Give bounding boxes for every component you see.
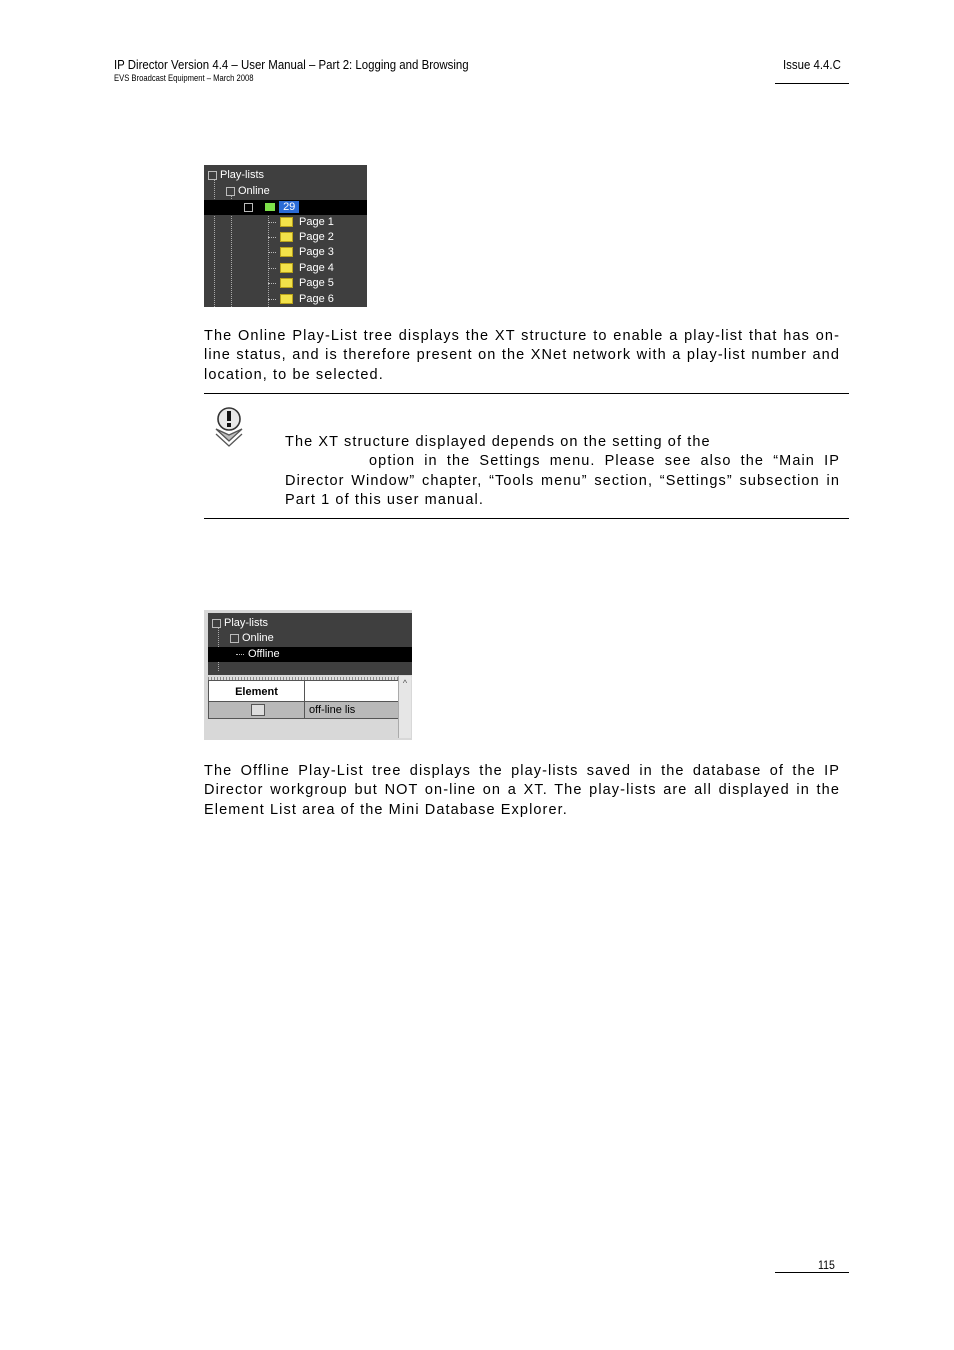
element-cell: off-line lis bbox=[309, 704, 356, 716]
tree-page-item[interactable]: Page 5 bbox=[268, 276, 334, 291]
document-title: IP Director Version 4.4 – User Manual – Part 2: Logging and Browsing bbox=[114, 57, 469, 72]
tree-page-item[interactable]: Page 3 bbox=[268, 245, 334, 260]
tree-page-item[interactable]: Page 1 bbox=[268, 215, 334, 230]
element-list-row[interactable] bbox=[208, 701, 400, 719]
note-bottom-rule bbox=[204, 518, 849, 519]
playlist-icon bbox=[251, 704, 265, 716]
folder-icon bbox=[280, 247, 293, 257]
expand-icon[interactable] bbox=[230, 634, 239, 643]
online-description: The Online Play-List tree displays the XT structure to enable a play-list that has on-line status, and is therefore present on the XNet network with a play-list number and location, to be selected. bbox=[204, 328, 840, 383]
warning-icon bbox=[212, 405, 246, 452]
tree-root[interactable] bbox=[208, 168, 264, 183]
column-header-element[interactable]: Element bbox=[209, 681, 305, 703]
offline-description: The Offline Play-List tree displays the play-lists saved in the database of the IP Director workgroup but NOT on-line on a XT. The play-lists are all displayed in the Element List area of the Mini Database Explorer. bbox=[204, 763, 840, 818]
tree-online[interactable]: Online bbox=[230, 631, 274, 646]
folder-icon bbox=[280, 294, 293, 304]
footer-rule bbox=[775, 1272, 849, 1273]
document-subtitle: EVS Broadcast Equipment – March 2008 bbox=[114, 73, 254, 83]
scrollbar[interactable] bbox=[398, 676, 411, 738]
tree-panel bbox=[208, 613, 412, 675]
note-text bbox=[285, 433, 840, 510]
tree-page-item[interactable]: Page 6 bbox=[268, 292, 334, 307]
collapse-icon[interactable] bbox=[212, 619, 221, 628]
tree-page-item[interactable]: Page 2 bbox=[268, 230, 334, 245]
collapse-icon[interactable] bbox=[244, 203, 253, 212]
scroll-up-icon[interactable]: ^ bbox=[402, 678, 408, 688]
tree-offline-selected[interactable]: Offline bbox=[208, 647, 412, 662]
collapse-icon[interactable] bbox=[226, 187, 235, 196]
offline-tree-screenshot bbox=[204, 610, 412, 740]
monitor-icon bbox=[265, 203, 275, 211]
tree-root-label: Play-lists bbox=[220, 169, 265, 181]
page-number: 115 bbox=[818, 1258, 835, 1272]
folder-icon bbox=[280, 278, 293, 288]
folder-icon bbox=[280, 263, 293, 273]
issue-label: Issue 4.4.C bbox=[783, 57, 841, 72]
online-tree-screenshot bbox=[204, 165, 367, 307]
note-top-rule bbox=[204, 393, 849, 394]
tree-selected-label: 29 bbox=[279, 201, 299, 213]
header-rule bbox=[775, 83, 849, 84]
note-body: option in the Settings menu. Please see also the “Main IP Director Window” chapter, “Tools menu” section, “Settings” subsection in Part 1 of this user manual. bbox=[285, 453, 840, 508]
tree-root[interactable]: Play-lists bbox=[212, 616, 268, 631]
tree-online-label: Online bbox=[238, 185, 270, 197]
folder-icon bbox=[280, 217, 293, 227]
tree-selected-row[interactable] bbox=[204, 200, 367, 215]
tree-online[interactable] bbox=[226, 184, 270, 199]
note-line-1: The XT structure displayed depends on the setting of the bbox=[285, 434, 711, 450]
folder-icon bbox=[280, 232, 293, 242]
tree-page-item[interactable]: Page 4 bbox=[268, 261, 334, 276]
collapse-icon[interactable] bbox=[208, 171, 217, 180]
